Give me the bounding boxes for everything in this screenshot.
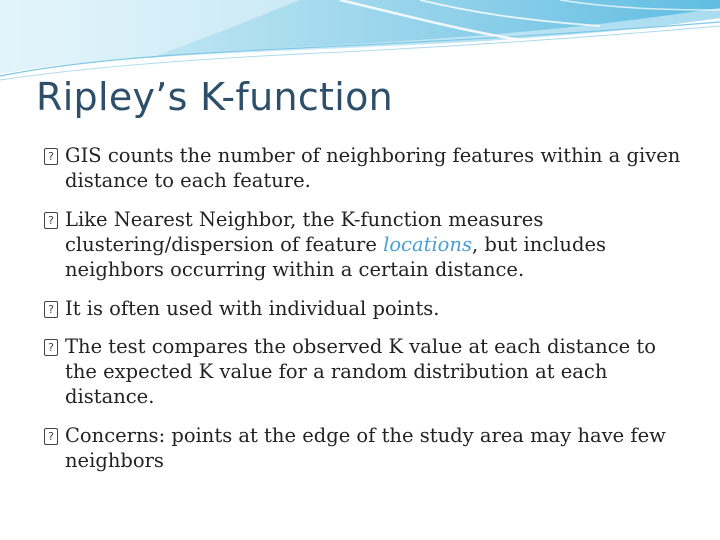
bullet-text: Like Nearest Neighbor, the K-function measures clustering/dispersion of feature <box>65 208 544 256</box>
bullet-text: GIS counts the number of neighboring features within a given distance to each feature. <box>65 144 681 192</box>
bullet-text: It is often used with individual points. <box>65 297 440 320</box>
missing-glyph-box-icon <box>44 428 58 445</box>
bullet-text: , but includes neighbors occurring within a certain distance. <box>65 233 606 281</box>
bullet-item <box>44 207 694 282</box>
missing-glyph-box-icon <box>44 148 58 165</box>
missing-glyph-box-icon <box>44 339 58 356</box>
bullet-item <box>44 423 694 473</box>
bullet-item <box>44 296 694 321</box>
bullet-text: Concerns: points at the edge of the study area may have few neighbors <box>65 424 666 472</box>
missing-glyph-box-icon <box>44 212 58 229</box>
emphasized-term: locations <box>383 233 472 256</box>
bullet-list <box>44 143 694 487</box>
bullet-item <box>44 334 694 409</box>
missing-glyph-box-icon <box>44 301 58 318</box>
bullet-text: The test compares the observed K value at each distance to the expected K value for a random distribution at each distance. <box>65 335 656 408</box>
slide-title: Ripley’s K-function <box>36 75 394 119</box>
bullet-item <box>44 143 694 193</box>
